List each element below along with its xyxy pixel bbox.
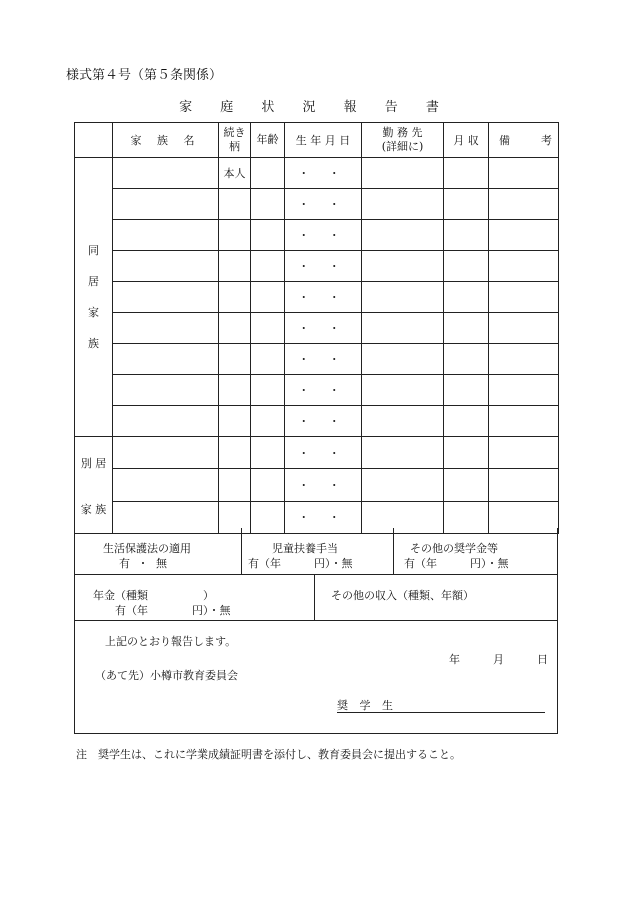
remarks-cell[interactable] <box>489 189 559 220</box>
relation-cell[interactable] <box>219 251 251 282</box>
workplace-cell[interactable] <box>362 189 444 220</box>
group-char: 同 <box>88 244 99 257</box>
workplace-cell[interactable] <box>362 406 444 437</box>
pension-label: 年金（種類 ） <box>93 589 214 602</box>
name-cell[interactable] <box>113 375 219 406</box>
workplace-cell[interactable] <box>362 282 444 313</box>
workplace-cell[interactable] <box>362 158 444 189</box>
table-row <box>75 282 559 313</box>
birthdate-cell[interactable]: ・ ・ <box>285 469 362 501</box>
remarks-cell[interactable] <box>489 344 559 375</box>
remarks-cell[interactable] <box>489 437 559 469</box>
name-cell[interactable] <box>113 313 219 344</box>
income-cell[interactable] <box>444 406 489 437</box>
name-cell[interactable] <box>113 220 219 251</box>
income-cell[interactable] <box>444 344 489 375</box>
header-workplace-line1: 勤 務 先 <box>382 126 423 139</box>
income-cell[interactable] <box>444 220 489 251</box>
table-row <box>75 189 559 220</box>
header-name: 家 族 名 <box>113 123 219 158</box>
income-cell[interactable] <box>444 282 489 313</box>
header-group <box>75 123 113 158</box>
remarks-cell[interactable] <box>489 282 559 313</box>
relation-cell[interactable] <box>219 437 251 469</box>
table-row <box>75 220 559 251</box>
birthdate-cell[interactable]: ・ ・ <box>285 344 362 375</box>
birthdate-cell[interactable]: ・ ・ <box>285 501 362 533</box>
remarks-cell[interactable] <box>489 375 559 406</box>
document-title: 家 庭 状 況 報 告 書 <box>179 100 451 115</box>
workplace-cell[interactable] <box>362 220 444 251</box>
relation-cell[interactable] <box>219 344 251 375</box>
workplace-cell[interactable] <box>362 437 444 469</box>
footnote: 注 奨学生は、これに学業成績証明書を添付し、教育委員会に提出すること。 <box>76 748 461 761</box>
family-table <box>74 122 559 534</box>
welfare-choice[interactable]: 有 ・ 無 <box>119 557 169 570</box>
income-cell[interactable] <box>444 469 489 501</box>
birthdate-cell[interactable]: ・ ・ <box>285 189 362 220</box>
age-cell[interactable] <box>251 158 285 189</box>
student-label: 奨 学 生 <box>337 699 397 712</box>
child-allowance-label: 児童扶養手当 <box>272 542 338 555</box>
name-cell[interactable] <box>113 282 219 313</box>
student-signature-line[interactable] <box>337 712 545 713</box>
header-relation: 続き柄 <box>219 123 251 158</box>
birthdate-cell[interactable]: ・ ・ <box>285 437 362 469</box>
date-month[interactable]: 月 <box>493 653 504 666</box>
other-scholarship-label: その他の奨学金等 <box>410 542 498 555</box>
date-year[interactable]: 年 <box>449 653 460 666</box>
relation-cell[interactable] <box>219 220 251 251</box>
relation-cell[interactable] <box>219 375 251 406</box>
workplace-cell[interactable] <box>362 344 444 375</box>
birthdate-cell[interactable]: ・ ・ <box>285 220 362 251</box>
age-cell[interactable] <box>251 375 285 406</box>
header-birthdate: 生 年 月 日 <box>285 123 362 158</box>
table-row <box>75 469 559 501</box>
age-cell[interactable] <box>251 437 285 469</box>
welfare-label: 生活保護法の適用 <box>103 542 191 555</box>
birthdate-cell[interactable]: ・ ・ <box>285 158 362 189</box>
workplace-cell[interactable] <box>362 469 444 501</box>
header-workplace <box>362 123 444 158</box>
birthdate-cell[interactable]: ・ ・ <box>285 251 362 282</box>
remarks-cell[interactable] <box>489 469 559 501</box>
other-scholarship-box <box>393 528 558 575</box>
addressee: （あて先）小樽市教育委員会 <box>95 669 238 682</box>
relation-cell[interactable] <box>219 406 251 437</box>
relation-cell[interactable] <box>219 469 251 501</box>
age-cell[interactable] <box>251 406 285 437</box>
birthdate-cell[interactable]: ・ ・ <box>285 282 362 313</box>
group-cohabiting <box>75 158 113 437</box>
age-cell[interactable] <box>251 251 285 282</box>
header-remarks <box>489 123 559 158</box>
table-row <box>75 344 559 375</box>
table-row <box>75 375 559 406</box>
birthdate-cell[interactable]: ・ ・ <box>285 406 362 437</box>
group-char: 家 <box>88 306 99 319</box>
income-cell[interactable] <box>444 313 489 344</box>
income-cell[interactable] <box>444 189 489 220</box>
workplace-cell[interactable] <box>362 313 444 344</box>
other-income-box <box>314 574 558 621</box>
header-workplace-line2: (詳細に) <box>381 140 424 153</box>
income-cell[interactable] <box>444 437 489 469</box>
remarks-cell[interactable] <box>489 251 559 282</box>
age-cell[interactable] <box>251 469 285 501</box>
name-cell[interactable] <box>113 158 219 189</box>
income-cell[interactable] <box>444 251 489 282</box>
age-cell[interactable] <box>251 220 285 251</box>
birthdate-cell[interactable]: ・ ・ <box>285 313 362 344</box>
group-char: 家 族 <box>80 503 107 516</box>
name-cell[interactable] <box>113 406 219 437</box>
other-scholarship-choice[interactable]: 有（年 円）・無 <box>404 557 509 570</box>
header-remarks-char2: 考 <box>541 134 552 147</box>
child-allowance-choice[interactable]: 有（年 円）・無 <box>248 557 353 570</box>
group-char: 族 <box>88 337 99 350</box>
child-allowance-box <box>241 528 394 575</box>
pension-choice[interactable]: 有（年 円）・無 <box>115 604 231 617</box>
header-income: 月 収 <box>444 123 489 158</box>
age-cell[interactable] <box>251 313 285 344</box>
name-cell[interactable] <box>113 251 219 282</box>
form-number: 様式第４号（第５条関係） <box>66 68 223 83</box>
remarks-cell[interactable] <box>489 220 559 251</box>
income-cell[interactable] <box>444 375 489 406</box>
table-row <box>75 158 559 189</box>
header-remarks-char1: 備 <box>499 134 510 147</box>
report-statement: 上記のとおり報告します。 <box>105 635 237 648</box>
name-cell[interactable] <box>113 469 219 501</box>
group-char: 別 居 <box>80 457 107 470</box>
age-cell[interactable] <box>251 282 285 313</box>
report-box <box>74 620 558 734</box>
income-cell[interactable] <box>444 158 489 189</box>
table-row <box>75 313 559 344</box>
relation-cell[interactable] <box>219 189 251 220</box>
remarks-cell[interactable] <box>489 406 559 437</box>
age-cell[interactable] <box>251 189 285 220</box>
table-row <box>75 251 559 282</box>
table-row <box>75 437 559 469</box>
relation-cell[interactable] <box>219 282 251 313</box>
remarks-cell[interactable] <box>489 158 559 189</box>
name-cell[interactable] <box>113 437 219 469</box>
workplace-cell[interactable] <box>362 251 444 282</box>
relation-cell[interactable] <box>219 313 251 344</box>
name-cell[interactable] <box>113 189 219 220</box>
other-income-label: その他の収入（種類、年額） <box>331 589 474 602</box>
date-day[interactable]: 日 <box>537 653 548 666</box>
table-row <box>75 406 559 437</box>
header-age: 年齢 <box>251 123 285 158</box>
workplace-cell[interactable] <box>362 375 444 406</box>
pension-box <box>74 574 315 621</box>
group-separate <box>75 437 113 534</box>
age-cell[interactable] <box>251 344 285 375</box>
remarks-cell[interactable] <box>489 313 559 344</box>
group-char: 居 <box>88 275 99 288</box>
relation-cell: 本人 <box>219 158 251 189</box>
birthdate-cell[interactable]: ・ ・ <box>285 375 362 406</box>
table-header-row <box>75 123 559 158</box>
name-cell[interactable] <box>113 344 219 375</box>
welfare-box <box>74 528 242 575</box>
